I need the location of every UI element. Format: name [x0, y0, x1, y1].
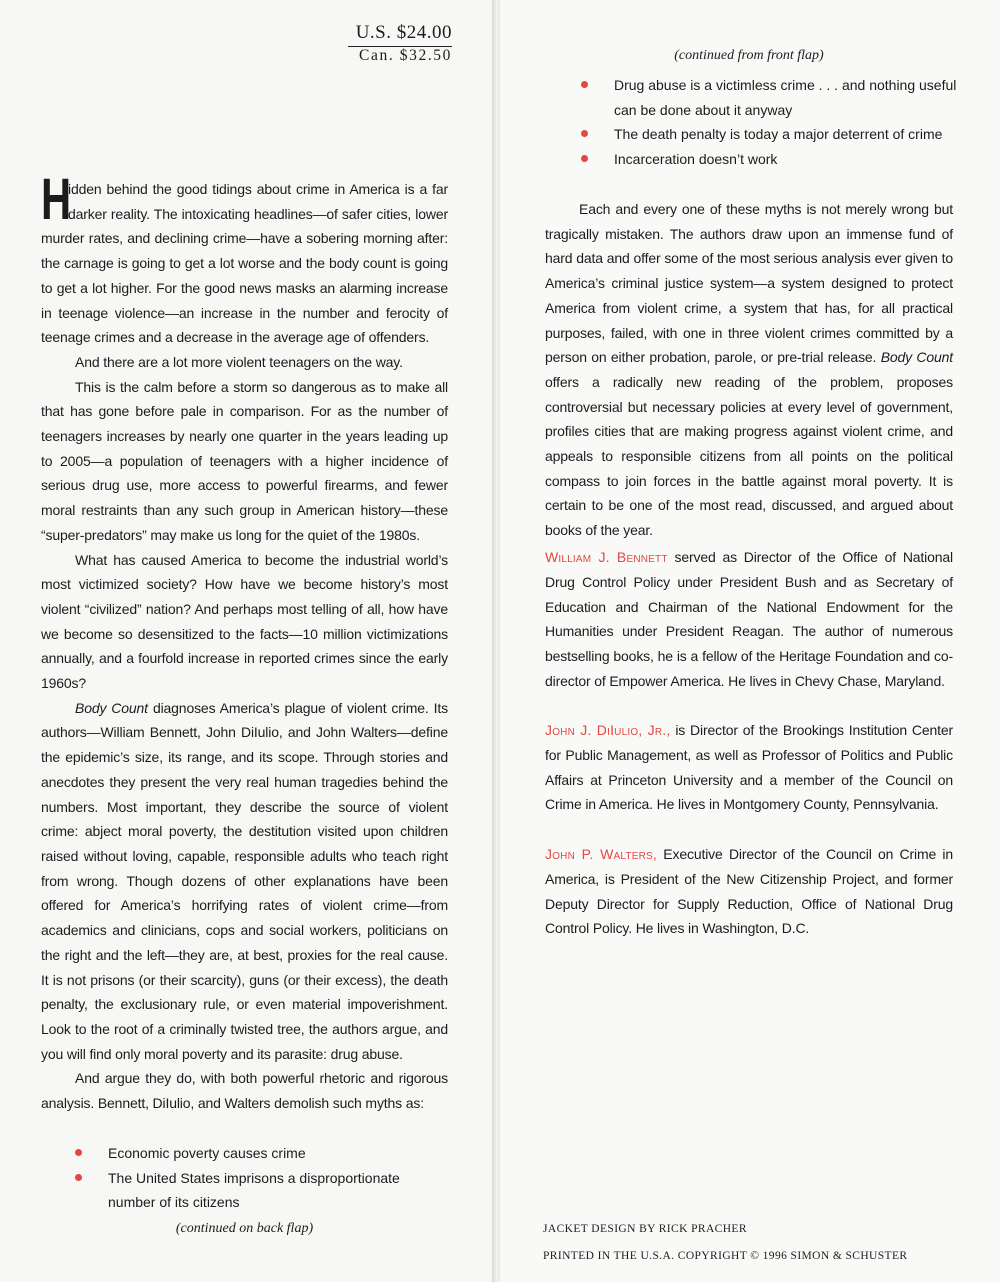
paragraph: This is the calm before a storm so dangerous as to make all that has gone before pale in comparison. For as the number of teenagers increases by nearly one quarter in the years leading up to 2005—a population of teenagers with a higher incidence of serious drug use, more access to powerful firearms, and fewer moral restraints than any such group in American history—these “super-predators” may make us long for the quiet of the 1980s.	[41, 378, 448, 543]
book-title: Body Count	[75, 699, 148, 716]
author-name: John J. DiIulio, Jr.,	[545, 722, 671, 738]
paragraph: And there are a lot more violent teenagers on the way.	[75, 353, 403, 370]
list-item: Economic poverty causes crime	[75, 1141, 435, 1166]
paragraph: H idden behind the good tidings about crime in America is a far darker reality. The intoxicating headlines—of safer cities, lower murder rates, and declining crime—have a sobering morning after: the carnage is going to get a lot worse and the body count is going to get a lot higher. For the good news masks an alarming increase in teenage violence—an increase in the number and ferocity of teenage crimes and a decrease in the average age of offenders.	[41, 167, 448, 346]
paragraph: And argue they do, with both powerful rhetoric and rigorous analysis. Bennett, DiIulio, and Walters demolish such myths as:	[41, 1070, 448, 1112]
author-name: William J. Bennett	[545, 549, 668, 565]
paragraph: What has caused America to become the industrial world’s most victimized society? How have we become history’s most violent “civilized” nation? And perhaps most telling of all, how have we become so desensitized to the facts—10 million victimizations annually, and a fourfold increase in reported crimes since the early 1960s?	[41, 551, 448, 692]
jacket-design-credit: JACKET DESIGN BY RICK PRACHER	[543, 1223, 747, 1235]
myths-list	[75, 1141, 435, 1215]
myths-list	[581, 73, 961, 171]
author-bio-bennett: William J. Bennett served as Director of the Office of National Drug Control Policy under President Bush and as Secretary of Education and Chairman of the National Endowment for the Humanities under President Reagan. The author of numerous bestselling books, he is a fellow of the Heritage Foundation and co-director of Empower America. He lives in Chevy Chase, Maryland.	[545, 549, 953, 689]
copyright-line: PRINTED IN THE U.S.A. COPYRIGHT © 1996 SIMON & SCHUSTER	[543, 1250, 908, 1262]
price-us: U.S. $24.00	[355, 22, 452, 43]
author-bio-walters: John P. Walters, Executive Director of the Council on Crime in America, is President of the New Citizenship Project, and former Deputy Director for Supply Reduction, Office of National Drug Control Policy. He lives in Washington, D.C.	[545, 846, 953, 937]
list-item: Drug abuse is a victimless crime . . . and nothing useful can be done about it anyway	[581, 73, 961, 122]
drop-cap: H	[41, 167, 72, 232]
bullet-icon	[581, 155, 588, 162]
front-flap	[0, 0, 492, 1282]
continued-note: (continued on back flap)	[175, 1221, 314, 1236]
bullet-icon	[75, 1174, 82, 1181]
bullet-icon	[75, 1149, 82, 1156]
book-title: Body Count	[880, 349, 953, 366]
bullet-icon	[581, 81, 588, 88]
back-flap-body	[545, 197, 953, 543]
flap-fold	[492, 0, 500, 1282]
list-item: The death penalty is today a major deterrent of crime	[581, 122, 961, 147]
list-item: Incarceration doesn’t work	[581, 147, 961, 172]
author-name: John P. Walters,	[545, 846, 657, 862]
list-item: The United States imprisons a disproportionate number of its citizens	[75, 1166, 435, 1215]
continued-note: (continued from front flap)	[674, 48, 824, 63]
bullet-icon	[581, 130, 588, 137]
front-flap-body	[41, 167, 448, 1116]
author-bio-diiulio: John J. DiIulio, Jr., is Director of the Brookings Institution Center for Public Management, as well as Professor of Politics and Public Affairs at Princeton University and a member of the Council on Crime in America. He lives in Montgomery County, Pennsylvania.	[545, 722, 953, 813]
paragraph: Each and every one of these myths is not merely wrong but tragically mistaken. The authors draw upon an immense fund of hard data and offer some of the most serious analysis ever given to America’s criminal justice system—a system designed to protect America from violent crime, a system that has, for all practical purposes, failed, with one in three violent crimes committed by a person on either probation, parole, or pre-trial release. Body Count offers a radically new reading of the problem, proposes controversial but necessary policies at every level of government, profiles cities that are making progress against violent crime, and appeals to responsible citizens from all points on the political compass to join forces in the battle against moral poverty. It is certain to be one of the most read, discussed, and argued about books of the year.	[545, 201, 953, 539]
price-canada: Can. $32.50	[359, 47, 452, 64]
paragraph: Body Count diagnoses America’s plague of violent crime. Its authors—William Bennett, John DiIulio, and John Walters—define the epidemic’s size, its range, and its scope. Through stories and anecdotes they present the very real human tragedies behind the numbers. Most important, they describe the source of violent crime: abject moral poverty, the destitution visited upon children raised without loving, capable, responsible adults who teach right from wrong. Though dozens of other explanations have been offered for America’s horrifying rates of violent crime—from academics and clinicians, cops and social workers, politicians on the right and the left—they are, at best, proxies for the real cause. It is not prisons (or their scarcity), guns (or their excess), the death penalty, the exclusionary rule, or even material impoverishment. Look to the root of a criminally twisted tree, the authors argue, and you will find only moral poverty and its parasite: drug abuse.	[41, 699, 448, 1062]
